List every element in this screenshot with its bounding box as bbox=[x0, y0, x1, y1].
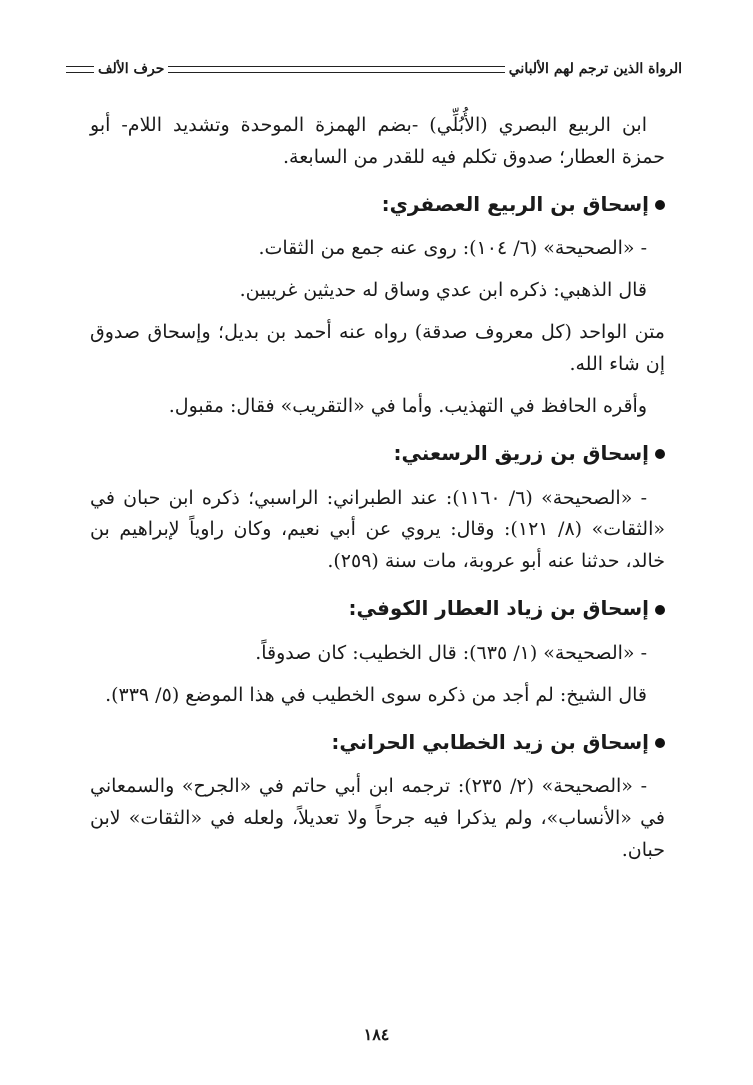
paragraph: ابن الربيع البصري (الأُبُلِّي) -بضم الهمزة الموحدة وتشديد اللام- أبو حمزة العطار؛ صدوق تكلم فيه للقدر من السابعة. bbox=[90, 114, 665, 168]
citation: - «الصحيحة» (٦/ ١١٦٠): عند الطبراني: الراسبي؛ ذكره ابن حبان في «الثقات» (٨/ ١٢١): وقال: يروي عن أبي نعيم، وكان راوياً لإبراهيم بن خالد، حدثنا عنه أبو عروبة، مات سنة (٢٥٩). bbox=[90, 486, 665, 573]
entry-heading-text: إسحاق بن زيد الخطابي الحراني: bbox=[331, 729, 649, 754]
entry-heading-text: إسحاق بن الربيع العصفري: bbox=[381, 191, 649, 216]
paragraph: متن الواحد (كل معروف صدقة) رواه عنه أحمد بن بديل؛ وإسحاق صدوق إن شاء الله. bbox=[90, 321, 665, 376]
entry-heading bbox=[90, 726, 665, 760]
entry-heading bbox=[90, 437, 665, 471]
bullet-icon bbox=[655, 200, 665, 210]
bullet-icon bbox=[655, 605, 665, 615]
header-rule-short bbox=[66, 66, 94, 73]
page-body bbox=[90, 110, 665, 867]
citation: - «الصحيحة» (١/ ٦٣٥): قال الخطيب: كان صدوقاً. bbox=[255, 641, 647, 664]
running-header bbox=[62, 58, 682, 80]
citation: - «الصحيحة» (٦/ ١٠٤): روى عنه جمع من الثقات. bbox=[258, 237, 647, 260]
paragraph: قال الشيخ: لم أجد من ذكره سوى الخطيب في هذا الموضع (٥/ ٣٣٩). bbox=[105, 683, 647, 706]
header-section: حرف الألف bbox=[98, 61, 165, 77]
bullet-icon bbox=[655, 738, 665, 748]
citation: - «الصحيحة» (٢/ ٢٣٥): ترجمه ابن أبي حاتم في «الجرح» والسمعاني في «الأنساب»، ولم يذكرا فيه جرحاً ولا تعديلاً، ولعله في «الثقات» لابن حبان. bbox=[90, 775, 665, 862]
header-title: الرواة الذين ترجم لهم الألباني bbox=[508, 61, 682, 77]
paragraph: وأقره الحافظ في التهذيب. وأما في «التقريب» فقال: مقبول. bbox=[168, 395, 647, 418]
header-rule-long bbox=[168, 66, 504, 73]
entry-heading-text: إسحاق بن زياد العطار الكوفي: bbox=[348, 596, 649, 621]
bullet-icon bbox=[655, 449, 665, 459]
entry-heading bbox=[90, 592, 665, 626]
page-number: ١٨٤ bbox=[363, 1025, 390, 1044]
entry-heading bbox=[90, 188, 665, 222]
paragraph: قال الذهبي: ذكره ابن عدي وساق له حديثين غريبين. bbox=[239, 279, 647, 302]
entry-heading-text: إسحاق بن زريق الرسعني: bbox=[393, 440, 649, 465]
